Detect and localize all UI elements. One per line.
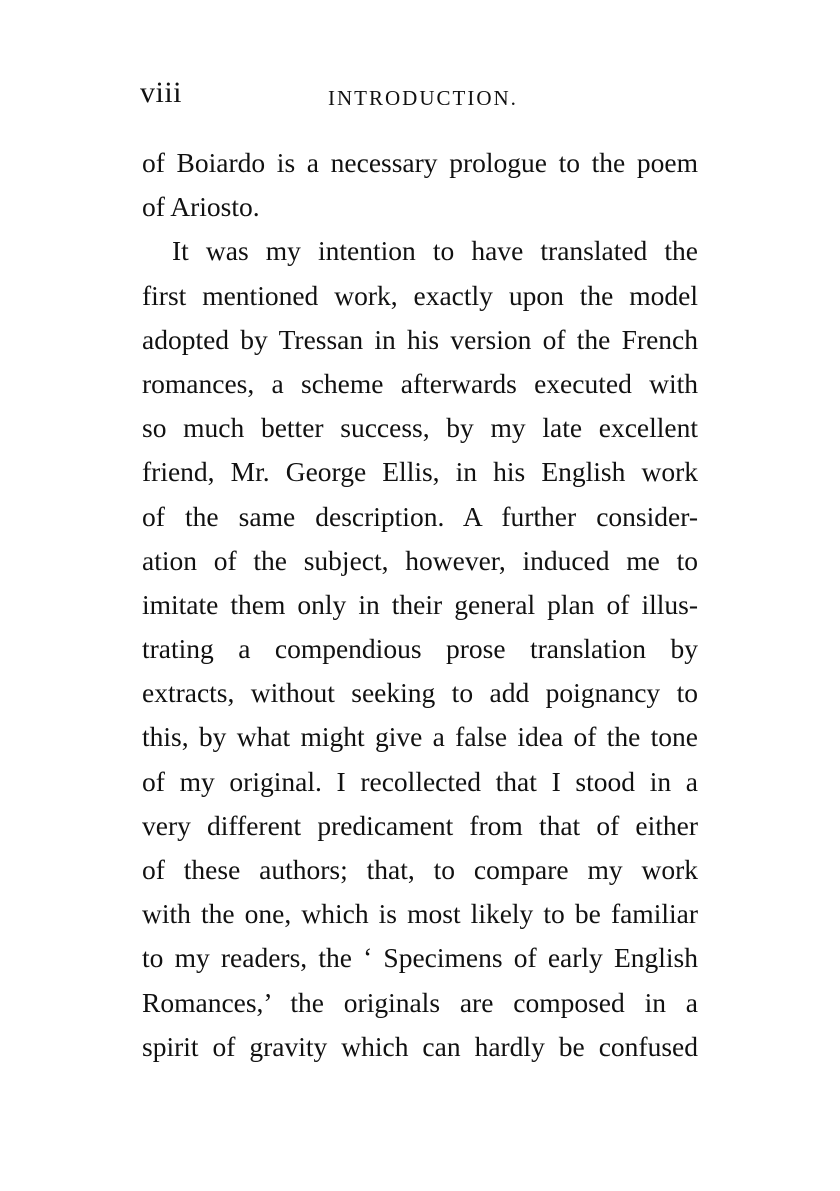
text-line: of my original. I recollected that I stood in a: [142, 765, 698, 797]
text-line: with the one, which is most likely to be familiar: [142, 898, 698, 930]
body-text: [142, 141, 698, 1069]
text-line: adopted by Tressan in his version of the French: [142, 323, 698, 355]
text-line: so much better success, by my late excellent: [142, 412, 698, 444]
text-line: this, by what might give a false idea of the tone: [142, 721, 698, 753]
text-line: very different predicament from that of either: [142, 809, 698, 841]
text-line: trating a compendious prose translation by: [142, 633, 698, 665]
text-line: ation of the subject, however, induced me to: [142, 544, 698, 576]
text-line: of Ariosto.: [142, 191, 260, 223]
text-line: of these authors; that, to compare my work: [142, 854, 698, 885]
text-line: of Boiardo is a necessary prologue to the poem: [142, 147, 698, 178]
page-header: [140, 76, 700, 116]
page-number: viii: [140, 76, 183, 109]
text-line: extracts, without seeking to add poignancy to: [142, 677, 698, 709]
text-line: It was my intention to have translated the: [172, 235, 698, 267]
text-line: of the same description. A further consider-: [142, 500, 698, 532]
text-line: Romances,’ the originals are composed in a: [142, 986, 698, 1018]
text-line: imitate them only in their general plan of illus-: [142, 588, 698, 620]
text-line: friend, Mr. George Ellis, in his English work: [142, 456, 698, 488]
text-line: first mentioned work, exactly upon the model: [142, 279, 698, 311]
running-head: INTRODUCTION.: [328, 86, 518, 110]
text-line: to my readers, the ‘ Specimens of early English: [142, 942, 698, 974]
text-line: romances, a scheme afterwards executed with: [142, 367, 698, 399]
text-line: spirit of gravity which can hardly be confused: [142, 1030, 698, 1062]
